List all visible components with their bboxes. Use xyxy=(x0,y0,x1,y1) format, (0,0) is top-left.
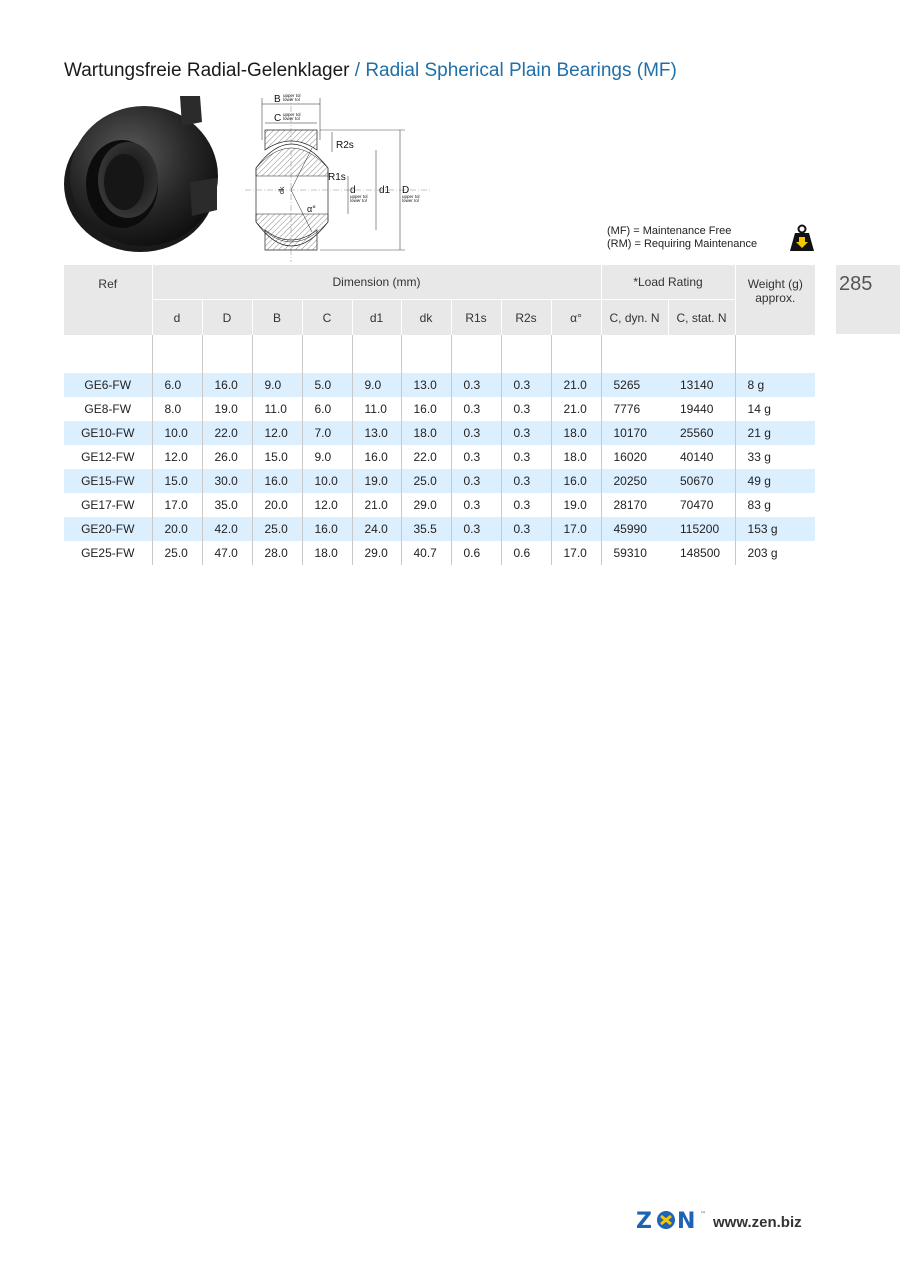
subheader-dk: dk xyxy=(401,300,451,336)
label-outer-d-lower: lower tol xyxy=(402,198,419,203)
label-r2s: R2s xyxy=(336,140,354,151)
cell-value: 35.5 xyxy=(401,517,451,541)
cell-value: 70470 xyxy=(680,498,714,512)
subheader-d1: d1 xyxy=(352,300,401,336)
subheader-outer-d: D xyxy=(202,300,252,336)
cell-value: 0.3 xyxy=(451,397,501,421)
cell-value: 25.0 xyxy=(252,517,302,541)
cell-value: 16.0 xyxy=(352,445,401,469)
cell-value: 33 g xyxy=(735,445,815,469)
cell-value: 19.0 xyxy=(352,469,401,493)
cell-value: 0.3 xyxy=(451,373,501,397)
subheader-r2s: R2s xyxy=(501,300,551,336)
cell-value: 9.0 xyxy=(302,445,352,469)
cell-value: 20250 xyxy=(601,469,668,493)
svg-text:N: N xyxy=(677,1209,696,1234)
cell-value: 9.0 xyxy=(352,373,401,397)
cell-value: 19440 xyxy=(680,402,714,416)
cell-value: 0.3 xyxy=(501,517,551,541)
cell-value: 15.0 xyxy=(252,445,302,469)
cell-value: 10.0 xyxy=(302,469,352,493)
title-german: Wartungsfreie Radial-Gelenklager xyxy=(64,60,350,81)
cell-value: 16.0 xyxy=(401,397,451,421)
cell-value: 16.0 xyxy=(302,517,352,541)
cell-value: 18.0 xyxy=(302,541,352,565)
cell-value: 16.0 xyxy=(202,373,252,397)
label-outer-d: D xyxy=(402,185,410,196)
cell-value: 9.0 xyxy=(252,373,302,397)
subheader-d: d xyxy=(152,300,202,336)
cell-value: 13.0 xyxy=(352,421,401,445)
cell-ref: GE17-FW xyxy=(81,498,135,512)
header-weight-approx: approx. xyxy=(755,291,796,305)
cell-value: 12.0 xyxy=(302,493,352,517)
header-weight xyxy=(735,265,815,335)
label-c-lower: lower tol xyxy=(283,116,300,121)
cell-value: 153 g xyxy=(735,517,815,541)
cell-value: 5265 xyxy=(601,373,668,397)
cell-ref: GE15-FW xyxy=(64,469,152,493)
label-d1: d1 xyxy=(379,185,391,196)
cell-value: 19.0 xyxy=(551,493,601,517)
cell-value: 20.0 xyxy=(252,493,302,517)
cell-value: 20.0 xyxy=(152,517,202,541)
table-row xyxy=(64,445,815,469)
label-c: C xyxy=(274,113,282,124)
label-c-upper: upper tol xyxy=(283,112,301,117)
cell-value: 35.0 xyxy=(202,493,252,517)
cell-value: 0.3 xyxy=(451,517,501,541)
cell-value: 40140 xyxy=(680,450,714,464)
subheader-alpha: α° xyxy=(551,300,601,336)
maintenance-legend xyxy=(607,225,757,251)
cell-value: 13140 xyxy=(668,373,735,397)
cell-value: 29.0 xyxy=(401,493,451,517)
cell-value: 0.3 xyxy=(501,421,551,445)
cell-value: 16.0 xyxy=(252,469,302,493)
cell-value: 42.0 xyxy=(202,517,252,541)
cell-value: 0.6 xyxy=(451,541,501,565)
label-d-upper: upper tol xyxy=(350,194,368,199)
cell-value: 6.0 xyxy=(302,397,352,421)
cell-value: 59310 xyxy=(601,541,668,565)
cell-value: 45990 xyxy=(601,517,668,541)
svg-text:Z: Z xyxy=(636,1209,652,1234)
table-row xyxy=(64,541,815,565)
cell-value: 0.3 xyxy=(501,493,551,517)
cell-value: 30.0 xyxy=(202,469,252,493)
cell-value: 16020 xyxy=(601,445,668,469)
cell-value: 10170 xyxy=(601,421,668,445)
cell-value: 22.0 xyxy=(202,421,252,445)
page-title xyxy=(64,60,677,82)
label-outer-d-upper: upper tol xyxy=(402,194,420,199)
cell-value: 11.0 xyxy=(352,397,401,421)
cell-ref: GE6-FW xyxy=(64,373,152,397)
cell-value: 0.3 xyxy=(501,373,551,397)
subheader-r1s: R1s xyxy=(451,300,501,336)
cell-value: 0.6 xyxy=(501,541,551,565)
label-r1s: R1s xyxy=(328,172,346,183)
cell-value: 17.0 xyxy=(551,541,601,565)
specification-table xyxy=(64,265,815,565)
cell-value: 21.0 xyxy=(551,397,601,421)
cell-value: 25.0 xyxy=(152,541,202,565)
cell-value: 0.3 xyxy=(501,469,551,493)
subheader-c-stat: C, stat. N xyxy=(668,300,735,336)
website-link[interactable]: www.zen.biz xyxy=(713,1214,802,1231)
cell-value: 50670 xyxy=(668,469,735,493)
subheader-b: B xyxy=(252,300,302,336)
weight-icon xyxy=(789,224,815,252)
cell-value: 0.3 xyxy=(451,469,501,493)
cell-value: 29.0 xyxy=(352,541,401,565)
label-b-upper: upper tol xyxy=(283,93,301,98)
cell-value: 15.0 xyxy=(152,469,202,493)
label-b: B xyxy=(274,94,281,105)
header-weight-label: Weight (g) xyxy=(747,277,803,291)
cell-value: 7776 xyxy=(601,397,668,421)
cell-value: 12.0 xyxy=(152,445,202,469)
cell-value: 7.0 xyxy=(302,421,352,445)
bearing-photo xyxy=(62,92,222,252)
cell-ref: GE20-FW xyxy=(64,517,152,541)
title-separator: / xyxy=(349,60,366,81)
logo-trademark: ™ xyxy=(700,1211,706,1218)
label-dk: dk xyxy=(279,186,286,194)
page-number: 285 xyxy=(836,265,900,334)
cell-value: 13.0 xyxy=(401,373,451,397)
table-row xyxy=(64,397,815,421)
cell-value: 0.3 xyxy=(451,493,501,517)
cell-value: 0.3 xyxy=(451,445,501,469)
cell-value: 18.0 xyxy=(551,421,601,445)
label-d-lower: lower tol xyxy=(350,198,367,203)
cell-value: 8.0 xyxy=(152,397,202,421)
cell-value: 5.0 xyxy=(302,373,352,397)
cell-value: 28.0 xyxy=(252,541,302,565)
label-b-lower: lower tol xyxy=(283,97,300,102)
cell-value: 11.0 xyxy=(252,397,302,421)
cell-value: 26.0 xyxy=(202,445,252,469)
legend-mf: (MF) = Maintenance Free xyxy=(607,225,732,237)
subheader-c-dyn: C, dyn. N xyxy=(601,300,668,336)
table-row xyxy=(64,373,815,397)
cell-value: 8 g xyxy=(735,373,815,397)
cell-ref: GE10-FW xyxy=(64,421,152,445)
cell-value: 17.0 xyxy=(152,493,202,517)
cell-value: 21 g xyxy=(735,421,815,445)
cell-value: 203 g xyxy=(735,541,815,565)
label-alpha: α° xyxy=(307,204,316,214)
cell-value: 19.0 xyxy=(202,397,252,421)
cell-value: 28170 xyxy=(601,493,668,517)
cell-value: 40.7 xyxy=(401,541,451,565)
cell-value: 22.0 xyxy=(401,445,451,469)
bearing-cross-section-drawing xyxy=(240,90,440,265)
table-row xyxy=(64,421,815,445)
table-row xyxy=(64,493,815,517)
table-row xyxy=(64,517,815,541)
cell-ref: GE12-FW xyxy=(81,450,135,464)
header-dimension: Dimension (mm) xyxy=(152,265,601,300)
cell-value: 148500 xyxy=(680,546,721,560)
cell-value: 25.0 xyxy=(401,469,451,493)
header-load-rating: *Load Rating xyxy=(601,265,735,300)
cell-value: 16.0 xyxy=(551,469,601,493)
cell-value: 115200 xyxy=(668,517,735,541)
cell-value: 17.0 xyxy=(551,517,601,541)
cell-value: 10.0 xyxy=(152,421,202,445)
zen-logo xyxy=(636,1208,708,1234)
table-row xyxy=(64,469,815,493)
cell-value: 47.0 xyxy=(202,541,252,565)
cell-value: 12.0 xyxy=(252,421,302,445)
cell-ref: GE8-FW xyxy=(84,402,132,416)
cell-value: 18.0 xyxy=(551,445,601,469)
table-spacer-row xyxy=(64,335,815,373)
title-english: Radial Spherical Plain Bearings (MF) xyxy=(365,60,677,81)
subheader-c: C xyxy=(302,300,352,336)
cell-value: 49 g xyxy=(735,469,815,493)
cell-value: 24.0 xyxy=(352,517,401,541)
cell-value: 0.3 xyxy=(501,445,551,469)
cell-value: 14 g xyxy=(735,397,815,421)
cell-value: 21.0 xyxy=(551,373,601,397)
label-d: d xyxy=(350,185,356,196)
cell-value: 0.3 xyxy=(501,397,551,421)
cell-ref: GE25-FW xyxy=(81,546,135,560)
legend-rm: (RM) = Requiring Maintenance xyxy=(607,238,758,250)
cell-value: 21.0 xyxy=(352,493,401,517)
header-ref: Ref xyxy=(64,265,152,335)
cell-value: 25560 xyxy=(668,421,735,445)
cell-value: 83 g xyxy=(735,493,815,517)
cell-value: 0.3 xyxy=(451,421,501,445)
cell-value: 6.0 xyxy=(152,373,202,397)
cell-value: 18.0 xyxy=(401,421,451,445)
